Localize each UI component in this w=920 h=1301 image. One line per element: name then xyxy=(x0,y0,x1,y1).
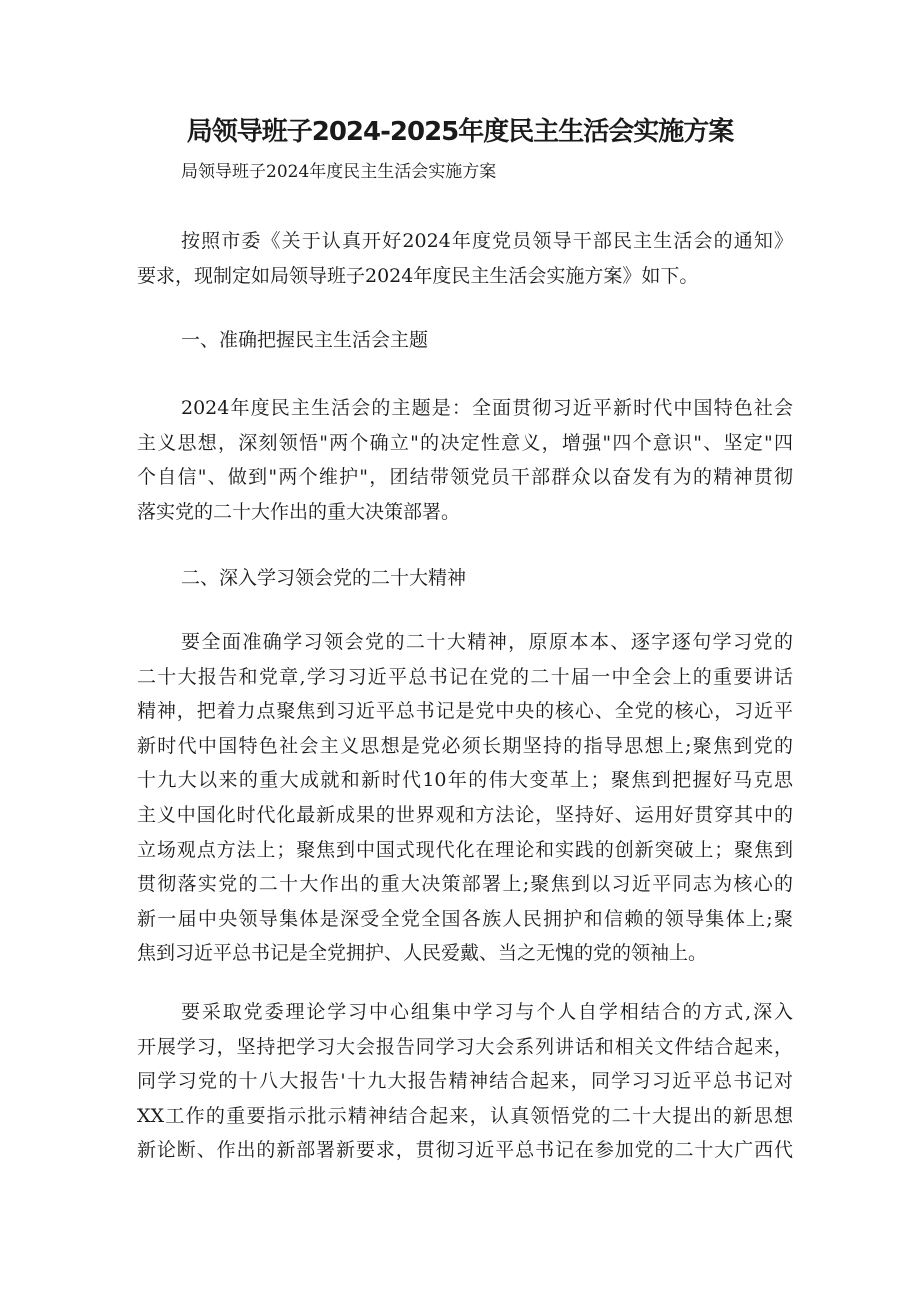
section-2-heading: 二、深入学习领会党的二十大精神 xyxy=(181,567,467,589)
text-line: 主义思想，深刻领悟"两个确立"的决定性意义，增强"四个意识"、坚定"四 xyxy=(137,431,793,454)
text-line: 要求，现制定如局领导班子2024年度民主生活会实施方案》如下。 xyxy=(137,264,699,287)
text-line: 焦到习近平总书记是全党拥护、人民爱戴、当之无愧的党的领袖上。 xyxy=(137,942,708,965)
section-1-paragraph xyxy=(137,391,793,529)
text-line: 个自信"、做到"两个维护"，团结带领党员干部群众以奋发有为的精神贯彻 xyxy=(137,466,793,489)
section-2-paragraph-2 xyxy=(137,995,793,1168)
text-line: 精神，把着力点聚焦到习近平总书记是党中央的核心、全党的核心，习近平 xyxy=(137,700,793,723)
text-line: 要采取党委理论学习中心组集中学习与个人自学相结合的方式,深入 xyxy=(181,1001,793,1023)
document-subtitle: 局领导班子2024年度民主生活会实施方案 xyxy=(181,162,497,182)
text-line: 十九大以来的重大成就和新时代10年的伟大变革上；聚焦到把握好马克思 xyxy=(137,769,793,792)
section-1-heading: 一、准确把握民主生活会主题 xyxy=(181,329,429,351)
text-line: 新论断、作出的新部署新要求，贯彻习近平总书记在参加党的二十大广西代 xyxy=(137,1139,793,1162)
intro-paragraph xyxy=(137,224,793,293)
section-2-paragraph-1 xyxy=(137,625,793,971)
text-line: 立场观点方法上；聚焦到中国式现代化在理论和实践的创新突破上；聚焦到 xyxy=(137,838,793,861)
text-line: 同学习党的十八大报告'十九大报告精神结合起来，同学习习近平总书记对 xyxy=(137,1070,793,1093)
text-line: 2024年度民主生活会的主题是：全面贯彻习近平新时代中国特色社会 xyxy=(181,397,793,419)
text-line: 新一届中央领导集体是深受全党全国各族人民拥护和信赖的领导集体上;聚 xyxy=(137,907,793,930)
text-line: 贯彻落实党的二十大作出的重大决策部署上;聚焦到以习近平同志为核心的 xyxy=(137,873,793,896)
text-line: 要全面准确学习领会党的二十大精神，原原本本、逐字逐句学习党的 xyxy=(181,631,793,653)
text-line: 按照市委《关于认真开好2024年度党员领导干部民主生活会的通知》 xyxy=(181,230,793,252)
document-title: 局领导班子2024-2025年度民主生活会实施方案 xyxy=(186,117,734,147)
text-line: 新时代中国特色社会主义思想是党必须长期坚持的指导思想上;聚焦到党的 xyxy=(137,734,793,757)
text-line: 落实党的二十大作出的重大决策部署。 xyxy=(137,500,461,523)
text-line: 二十大报告和党章,学习习近平总书记在党的二十届一中全会上的重要讲话 xyxy=(137,665,793,688)
text-line: 开展学习，坚持把学习大会报告同学习大会系列讲话和相关文件结合起来， xyxy=(137,1035,793,1058)
text-line: 主义中国化时代化最新成果的世界观和方法论，坚持好、运用好贯穿其中的 xyxy=(137,803,793,826)
text-line: XX工作的重要指示批示精神结合起来，认真领悟党的二十大提出的新思想 xyxy=(137,1104,793,1127)
